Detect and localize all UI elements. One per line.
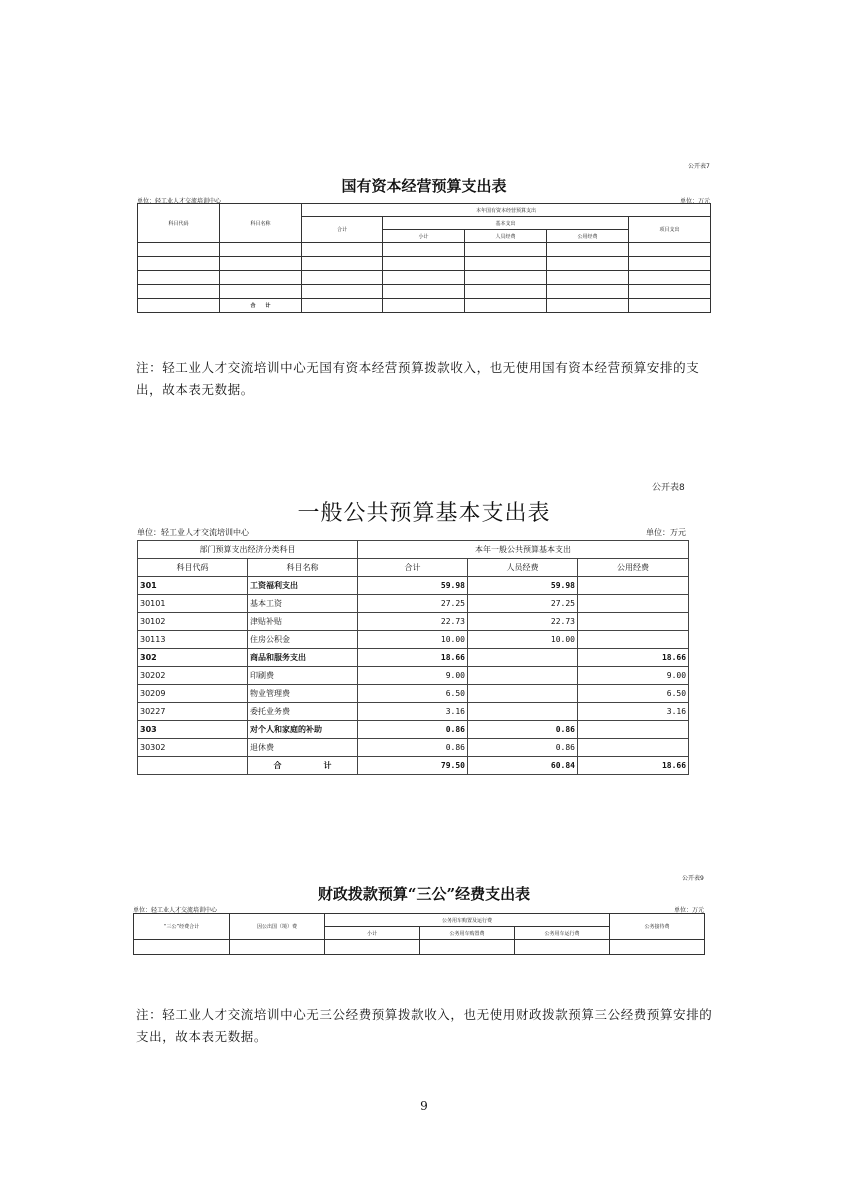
t8-cell-personnel: 0.86 <box>468 739 578 757</box>
t8-cell-code: 30113 <box>138 631 248 649</box>
t8-cell-personnel: 59.98 <box>468 577 578 595</box>
t8-cell-total: 6.50 <box>358 685 468 703</box>
t8-total-label <box>248 757 358 775</box>
t7-header-project: 项目支出 <box>629 217 711 243</box>
t8-cell-personnel <box>468 667 578 685</box>
table8-title: 一般公共预算基本支出表 <box>297 501 551 526</box>
t8-cell-public: 6.50 <box>578 685 689 703</box>
t8-cell-code: 30227 <box>138 703 248 721</box>
t8-cell-name: 工资福利支出 <box>248 577 358 595</box>
t9-header-operation: 公务用车运行费 <box>515 927 610 940</box>
t8-cell-name: 退休费 <box>248 739 358 757</box>
t8-cell-total: 27.25 <box>358 595 468 613</box>
t8-total-personnel: 60.84 <box>468 757 578 775</box>
t7-header-personnel: 人员经费 <box>465 230 547 243</box>
table-row <box>138 243 711 257</box>
table-row <box>138 703 689 721</box>
t8-header-personnel: 人员经费 <box>468 559 578 577</box>
t9-header-sangong-total: “三公”经费合计 <box>134 914 230 940</box>
t8-cell-code: 303 <box>138 721 248 739</box>
t8-cell-public <box>578 721 689 739</box>
table9-unit-left: 单位：轻工业人才交流培训中心 <box>133 907 218 914</box>
t8-cell-code: 30101 <box>138 595 248 613</box>
t8-total-public: 18.66 <box>578 757 689 775</box>
t8-cell-name: 商品和服务支出 <box>248 649 358 667</box>
table8-unit-right: 单位：万元 <box>646 528 686 537</box>
table8 <box>137 540 689 775</box>
t8-total-label-right: 计 <box>323 761 332 770</box>
table7 <box>137 203 711 313</box>
t9-header-reception: 公务接待费 <box>610 914 705 940</box>
t7-total-label: 合 计 <box>220 299 302 313</box>
note-table7: 注：轻工业人才交流培训中心无国有资本经营预算拨款收入，也无使用国有资本经营预算安排的支出，故本表无数据。 <box>136 360 700 397</box>
t8-cell-personnel: 10.00 <box>468 631 578 649</box>
t8-cell-total: 3.16 <box>358 703 468 721</box>
table9 <box>133 913 705 955</box>
note-table9: 注：轻工业人才交流培训中心无三公经费预算拨款收入，也无使用财政拨款预算三公经费预算安排的支出，故本表无数据。 <box>136 1007 713 1044</box>
t8-cell-name: 津贴补贴 <box>248 613 358 631</box>
t8-cell-personnel: 0.86 <box>468 721 578 739</box>
t8-cell-code: 30209 <box>138 685 248 703</box>
table9-tag: 公开表9 <box>682 875 704 882</box>
table7-title: 国有资本经营预算支出表 <box>341 177 507 195</box>
t8-cell-code: 30202 <box>138 667 248 685</box>
table-row <box>138 595 689 613</box>
t8-total-label-left: 合 <box>273 761 282 770</box>
table-row <box>138 271 711 285</box>
table7-tag: 公开表7 <box>688 163 710 170</box>
table8-total-row <box>138 757 689 775</box>
t7-header-public: 公用经费 <box>547 230 629 243</box>
t8-header-code: 科目代码 <box>138 559 248 577</box>
t8-cell-total: 18.66 <box>358 649 468 667</box>
t8-cell-code: 302 <box>138 649 248 667</box>
t8-header-left-group: 部门预算支出经济分类科目 <box>138 541 358 559</box>
t8-cell-public: 18.66 <box>578 649 689 667</box>
t8-cell-personnel: 22.73 <box>468 613 578 631</box>
t8-cell-public <box>578 595 689 613</box>
t8-cell-personnel <box>468 703 578 721</box>
table9-title: 财政拨款预算“三公”经费支出表 <box>317 885 531 903</box>
t8-total-total: 79.50 <box>358 757 468 775</box>
t8-cell-total: 0.86 <box>358 739 468 757</box>
table-row <box>138 721 689 739</box>
table8-unit-left: 单位：轻工业人才交流培训中心 <box>137 528 249 537</box>
table7-unit-left: 单位：轻工业人才交流培训中心 <box>137 198 222 205</box>
table-row <box>138 739 689 757</box>
table-row <box>134 940 705 955</box>
t8-cell-public <box>578 739 689 757</box>
t8-header-name: 科目名称 <box>248 559 358 577</box>
t9-header-subtotal: 小计 <box>325 927 420 940</box>
t8-cell-total: 9.00 <box>358 667 468 685</box>
t8-cell-total: 0.86 <box>358 721 468 739</box>
t8-cell-total: 22.73 <box>358 613 468 631</box>
t8-cell-name: 物业管理费 <box>248 685 358 703</box>
t8-cell-code: 301 <box>138 577 248 595</box>
t7-header-code: 科目代码 <box>138 204 220 243</box>
t7-header-total: 合计 <box>302 217 383 243</box>
t8-cell-code: 30102 <box>138 613 248 631</box>
t8-header-right-group: 本年一般公共预算基本支出 <box>358 541 689 559</box>
table-row <box>138 631 689 649</box>
t8-cell-public: 9.00 <box>578 667 689 685</box>
t8-cell-public <box>578 577 689 595</box>
t9-header-purchase: 公务用车购置费 <box>420 927 515 940</box>
t8-cell-personnel <box>468 649 578 667</box>
table-row <box>138 649 689 667</box>
t8-cell-name: 基本工资 <box>248 595 358 613</box>
page-number: 9 <box>420 1099 428 1113</box>
t7-header-name: 科目名称 <box>220 204 302 243</box>
table-row <box>138 285 711 299</box>
table8-tag: 公开表8 <box>652 483 685 493</box>
t8-cell-code: 30302 <box>138 739 248 757</box>
t8-cell-public <box>578 613 689 631</box>
table7-unit-right: 单位：万元 <box>679 198 710 205</box>
t8-cell-name: 对个人和家庭的补助 <box>248 721 358 739</box>
t8-cell-total: 10.00 <box>358 631 468 649</box>
t8-cell-personnel <box>468 685 578 703</box>
t7-header-group: 本年国有资本经营预算支出 <box>302 204 711 217</box>
table-row <box>138 577 689 595</box>
t9-header-abroad: 因公出国（境）费 <box>230 914 325 940</box>
table7-total-row <box>138 299 711 313</box>
table9-unit-right: 单位：万元 <box>673 907 704 914</box>
t8-cell-total: 59.98 <box>358 577 468 595</box>
t8-cell-public: 3.16 <box>578 703 689 721</box>
t8-cell-name: 住房公积金 <box>248 631 358 649</box>
t8-header-total: 合计 <box>358 559 468 577</box>
t8-cell-name: 印刷费 <box>248 667 358 685</box>
table-row <box>138 613 689 631</box>
t8-cell-name: 委托业务费 <box>248 703 358 721</box>
t7-header-basic: 基本支出 <box>383 217 629 230</box>
t7-header-subtotal: 小计 <box>383 230 465 243</box>
t8-cell-personnel: 27.25 <box>468 595 578 613</box>
t8-header-public: 公用经费 <box>578 559 689 577</box>
t9-header-vehicle-group: 公务用车购置及运行费 <box>325 914 610 927</box>
table-row <box>138 257 711 271</box>
table-row <box>138 667 689 685</box>
table-row <box>138 685 689 703</box>
t8-cell-public <box>578 631 689 649</box>
